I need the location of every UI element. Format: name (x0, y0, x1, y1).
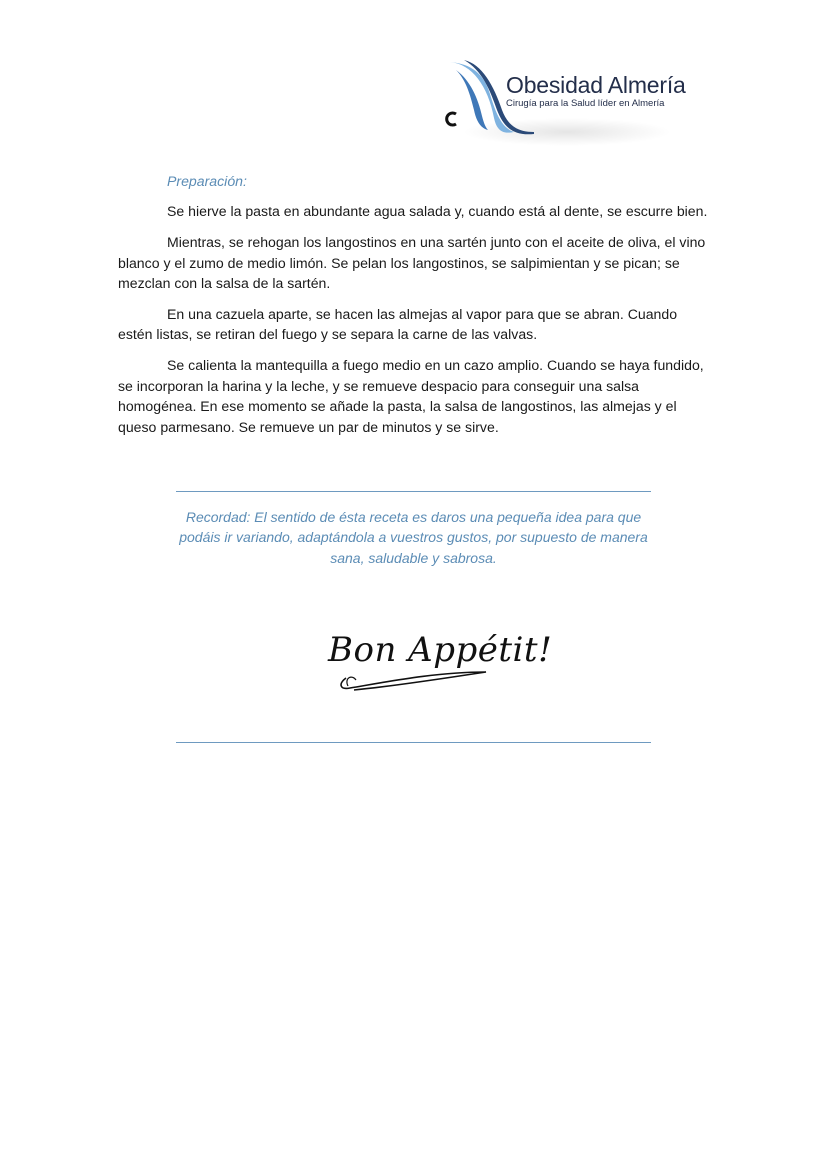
signature-flourish-icon (326, 628, 506, 694)
recipe-paragraph: Se calienta la mantequilla a fuego medio en un cazo amplio. Cuando se haya fundido, se incorporan la harina y la leche, y se remueve despacio para conseguir una salsa homogénea. En ese momento se añade la pasta, la salsa de langostinos, las almejas y el queso parmesano. Se remueve un par de minutos y se sirve. (118, 357, 704, 435)
logo-subtitle: Cirugía para la Salud líder en Almería (506, 98, 665, 109)
recipe-content (118, 171, 708, 447)
recipe-note: Recordad: El sentido de ésta receta es daros una pequeña idea para que podáis ir variando, adaptándola a vuestros gustos, por supuesto de manera sana, saludable y sabrosa. (179, 509, 648, 566)
note-top-divider (176, 491, 651, 492)
recipe-paragraph: Se hierve la pasta en abundante agua salada y, cuando está al dente, se escurre bien. (167, 203, 708, 220)
signature-text: Bon Appétit! (328, 630, 553, 670)
logo-title: Obesidad Almería (506, 72, 686, 98)
preparation-heading: Preparación: (167, 173, 247, 189)
obesidad-almeria-logo (442, 58, 686, 150)
recipe-paragraph: Mientras, se rehogan los langostinos en una sartén junto con el aceite de oliva, el vino blanco y el zumo de medio limón. Se pelan los langostinos, se salpimientan y se pican; se mezclan con la salsa de la sartén. (118, 234, 706, 292)
recipe-paragraph: En una cazuela aparte, se hacen las almejas al vapor para que se abran. Cuando estén listas, se retiran del fuego y se separa la carne de las valvas. (118, 306, 678, 343)
bon-appetit-signature (326, 628, 553, 694)
note-bottom-divider (176, 742, 651, 743)
